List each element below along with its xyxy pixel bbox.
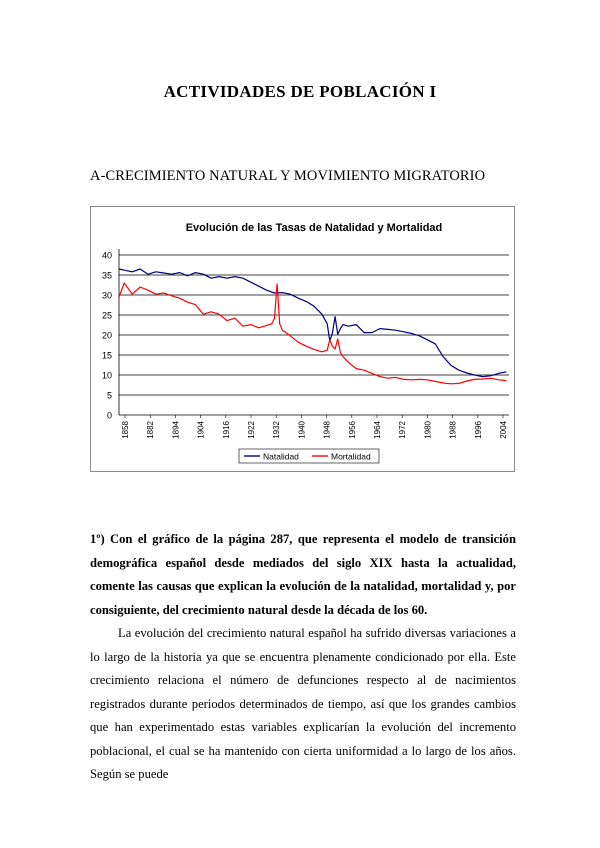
y-tick-label: 35	[101, 270, 112, 281]
x-tick-label: 1980	[423, 421, 433, 439]
y-tick-label: 0	[106, 410, 112, 421]
x-tick-label: 1932	[272, 421, 282, 439]
y-tick-label: 20	[101, 330, 112, 341]
legend-label: Natalidad	[263, 451, 299, 462]
legend-label: Mortalidad	[331, 451, 371, 462]
page-title: ACTIVIDADES DE POBLACIÓN I	[163, 82, 437, 101]
y-tick-label: 25	[101, 310, 112, 321]
x-tick-label: 1940	[297, 421, 307, 439]
x-tick-label: 1996	[473, 421, 483, 439]
series-line-natalidad	[119, 269, 506, 377]
chart-frame	[90, 206, 515, 472]
y-tick-label: 40	[101, 250, 112, 261]
question-text: 1º) Con el gráfico de la página 287, que representa el modelo de transición demográfica español desde mediados del siglo XIX hasta la actualidad, comente las causas que explican la evolución de la natalidad, mortalidad y, por consiguiente, del crecimiento natural desde la década de los 60.	[90, 532, 516, 617]
x-tick-label: 2004	[499, 421, 508, 439]
chart-title: Evolución de las Tasas de Natalidad y Mortalidad	[185, 222, 443, 234]
x-tick-label: 1916	[221, 421, 231, 439]
y-tick-label: 10	[101, 370, 112, 381]
series-line-mortalidad	[119, 283, 506, 384]
x-tick-label: 1972	[398, 421, 408, 439]
x-tick-label: 1988	[448, 421, 458, 439]
x-tick-label: 1894	[171, 421, 181, 439]
birth-death-rate-chart	[91, 207, 514, 471]
x-tick-label: 1904	[196, 421, 206, 439]
y-tick-label: 15	[101, 350, 112, 361]
x-tick-label: 1948	[322, 421, 332, 439]
x-tick-label: 1956	[347, 421, 357, 439]
section-heading: A-CRECIMIENTO NATURAL Y MOVIMIENTO MIGRATORIO	[90, 168, 486, 184]
x-tick-label: 1858	[121, 421, 130, 439]
answer-paragraph: La evolución del crecimiento natural español ha sufrido diversas variaciones a lo largo de la historia ya que se encuentra plenamente condicionado por ella. Este crecimiento relaciona el número de defunciones respecto al de nacimientos registrados durante periodos determinados de tiempo, así que los grandes cambios que han experimentado estas variables explicarían la evolución del incremento poblacional, el cual se ha mantenido con cierta uniformidad a lo largo de los años. Según se puede	[90, 626, 516, 781]
y-tick-label: 5	[106, 390, 112, 401]
y-tick-label: 30	[101, 290, 112, 301]
x-tick-label: 1964	[373, 421, 382, 439]
x-tick-label: 1922	[247, 421, 256, 439]
x-tick-label: 1882	[146, 421, 156, 439]
